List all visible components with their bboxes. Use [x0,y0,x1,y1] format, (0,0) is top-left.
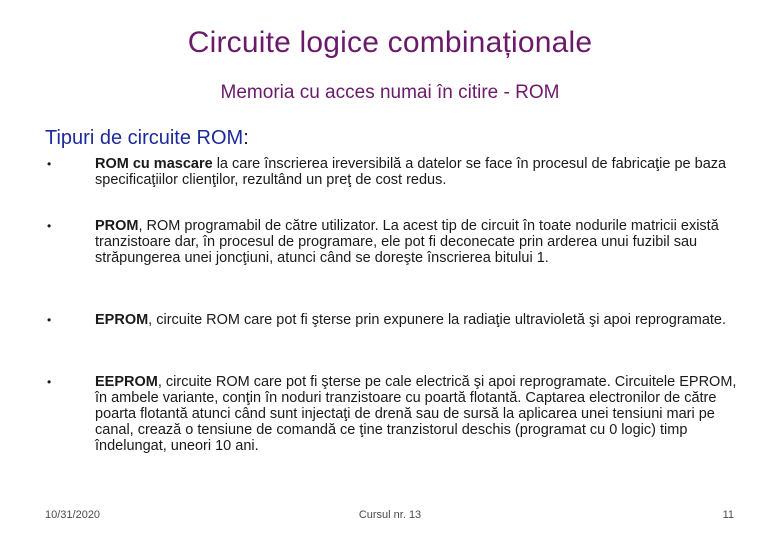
slide-title: Circuite logice combinaționale [187,26,593,59]
bullet-term: PROM [95,218,139,234]
bullet-term: ROM cu mascare [95,156,213,172]
section-heading-colon: : [243,127,249,149]
bullet-text: , circuite ROM care pot fi şterse pe cale electrică şi apoi reprogramate. Circuitele EPROM, în ambele variante, conţin în noduri tranzistoare cu poartă flotantă. Captarea electronilor de către poarta flotantă atunci când sunt injectaţi de drenă sau de sursă la aplicarea unei tensiuni mari pe canal, crează o tensiune de comandă ce ţine tranzistorul deschis (programat cu 0 logic) timp îndelungat, uneori 10 ani. [95,374,737,454]
bullet-dot: • [47,375,52,389]
bullet-dot: • [47,313,52,327]
section-heading [45,127,249,150]
bullet-dot: • [47,219,52,233]
footer-date: 10/31/2020 [45,509,101,521]
bullet-term: EPROM [95,312,149,328]
slide-subtitle: Memoria cu acces numai în citire - ROM [220,82,560,103]
bullet-text: , circuite ROM care pot fi şterse prin expunere la radiaţie ultravioletă şi apoi reprogramate. [148,312,727,328]
bullet-dot: • [47,157,52,171]
section-heading-text: Tipuri de circuite ROM [45,127,244,149]
footer-course: Cursul nr. 13 [358,509,422,521]
bullet-text: la care înscrierea ireversibilă a datelor se face în procesul de fabricaţie pe baza specificaţiilor clienţilor, rezultând un preţ de cost redus. [95,156,727,188]
bullet-item-eeprom [45,374,745,454]
bullet-text: , ROM programabil de către utilizator. La acest tip de circuit în toate nodurile matricii există tranzistoare dar, în procesul de programare, ele pot fi deconecate prin arderea unui fuzibil sau străpungerea unei joncţiuni, atunci când se doreşte înscrierea bitului 1. [95,218,719,266]
bullet-term: EEPROM [95,374,158,390]
bullet-item-eprom [45,312,726,328]
bullet-item-prom [45,218,745,266]
bullet-item-rom-mascare [45,156,745,188]
footer-page-number: 11 [722,509,734,521]
